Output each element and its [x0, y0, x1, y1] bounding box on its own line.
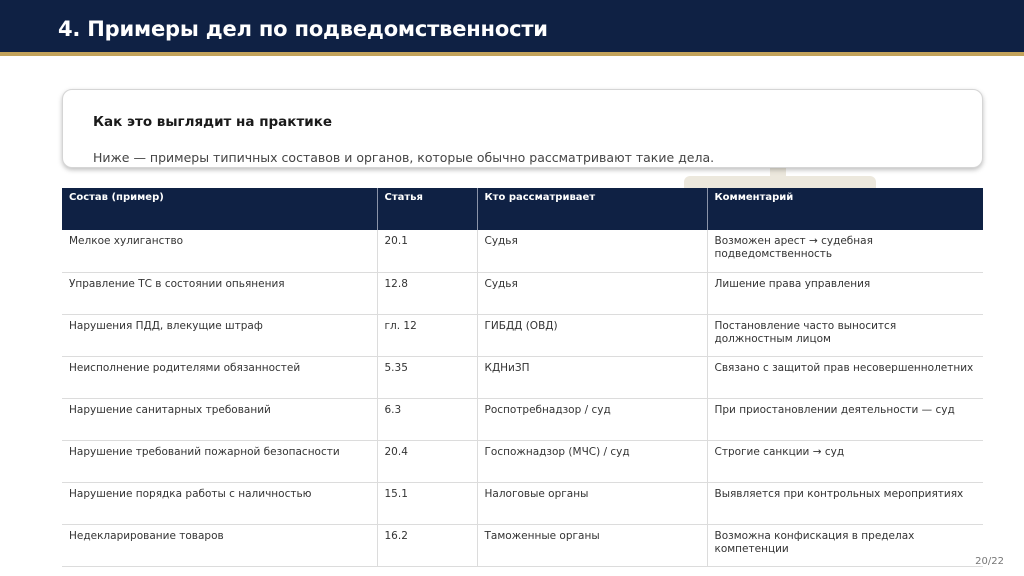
- cell-authority: Судья: [477, 272, 707, 314]
- cell-article: гл. 12: [377, 314, 477, 356]
- cell-comment: Возможен арест → судебная подведомственность: [707, 230, 983, 272]
- card-heading: Как это выглядит на практике: [93, 114, 333, 130]
- cell-article: 12.8: [377, 272, 477, 314]
- column-header-comment: Комментарий: [707, 188, 983, 230]
- cell-comment: Лишение права управления: [707, 272, 983, 314]
- page-title: 4. Примеры дел по подведомственности: [58, 17, 548, 41]
- cell-offense: Нарушение требований пожарной безопасности: [62, 440, 377, 482]
- cell-offense: Управление ТС в состоянии опьянения: [62, 272, 377, 314]
- table-row: [62, 356, 983, 398]
- cell-article: 16.2: [377, 524, 477, 566]
- cell-authority: ГИБДД (ОВД): [477, 314, 707, 356]
- column-header-authority: Кто рассматривает: [477, 188, 707, 230]
- cell-authority: Судья: [477, 230, 707, 272]
- cell-comment: Постановление часто выносится должностным лицом: [707, 314, 983, 356]
- header-rule: [0, 52, 1024, 56]
- cell-authority: Роспотребнадзор / суд: [477, 398, 707, 440]
- jurisdiction-table: [62, 188, 983, 567]
- table-row: [62, 482, 983, 524]
- cell-offense: Недекларирование товаров: [62, 524, 377, 566]
- cell-offense: Мелкое хулиганство: [62, 230, 377, 272]
- cell-comment: Связано с защитой прав несовершеннолетних: [707, 356, 983, 398]
- table-row: [62, 272, 983, 314]
- cell-offense: Нарушение порядка работы с наличностью: [62, 482, 377, 524]
- table-row: [62, 524, 983, 566]
- table-row: [62, 398, 983, 440]
- table-row: [62, 314, 983, 356]
- cell-comment: Выявляется при контрольных мероприятиях: [707, 482, 983, 524]
- cell-authority: Налоговые органы: [477, 482, 707, 524]
- column-header-article: Статья: [377, 188, 477, 230]
- cell-offense: Нарушение санитарных требований: [62, 398, 377, 440]
- cell-article: 20.4: [377, 440, 477, 482]
- cell-article: 15.1: [377, 482, 477, 524]
- table-row: [62, 440, 983, 482]
- cell-article: 6.3: [377, 398, 477, 440]
- cell-article: 20.1: [377, 230, 477, 272]
- cell-comment: При приостановлении деятельности — суд: [707, 398, 983, 440]
- cell-comment: Возможна конфискация в пределах компетенции: [707, 524, 983, 566]
- table-row: [62, 230, 983, 272]
- cell-authority: Таможенные органы: [477, 524, 707, 566]
- card-text: Ниже — примеры типичных составов и органов, которые обычно рассматривают такие дела.: [93, 150, 715, 165]
- table-header-row: [62, 188, 983, 230]
- cell-article: 5.35: [377, 356, 477, 398]
- cell-comment: Строгие санкции → суд: [707, 440, 983, 482]
- cell-offense: Нарушения ПДД, влекущие штраф: [62, 314, 377, 356]
- cell-offense: Неисполнение родителями обязанностей: [62, 356, 377, 398]
- cell-authority: КДНиЗП: [477, 356, 707, 398]
- cell-authority: Госпожнадзор (МЧС) / суд: [477, 440, 707, 482]
- info-card: [62, 89, 983, 168]
- column-header-offense: Состав (пример): [62, 188, 377, 230]
- page-number: 20/22: [975, 556, 1004, 567]
